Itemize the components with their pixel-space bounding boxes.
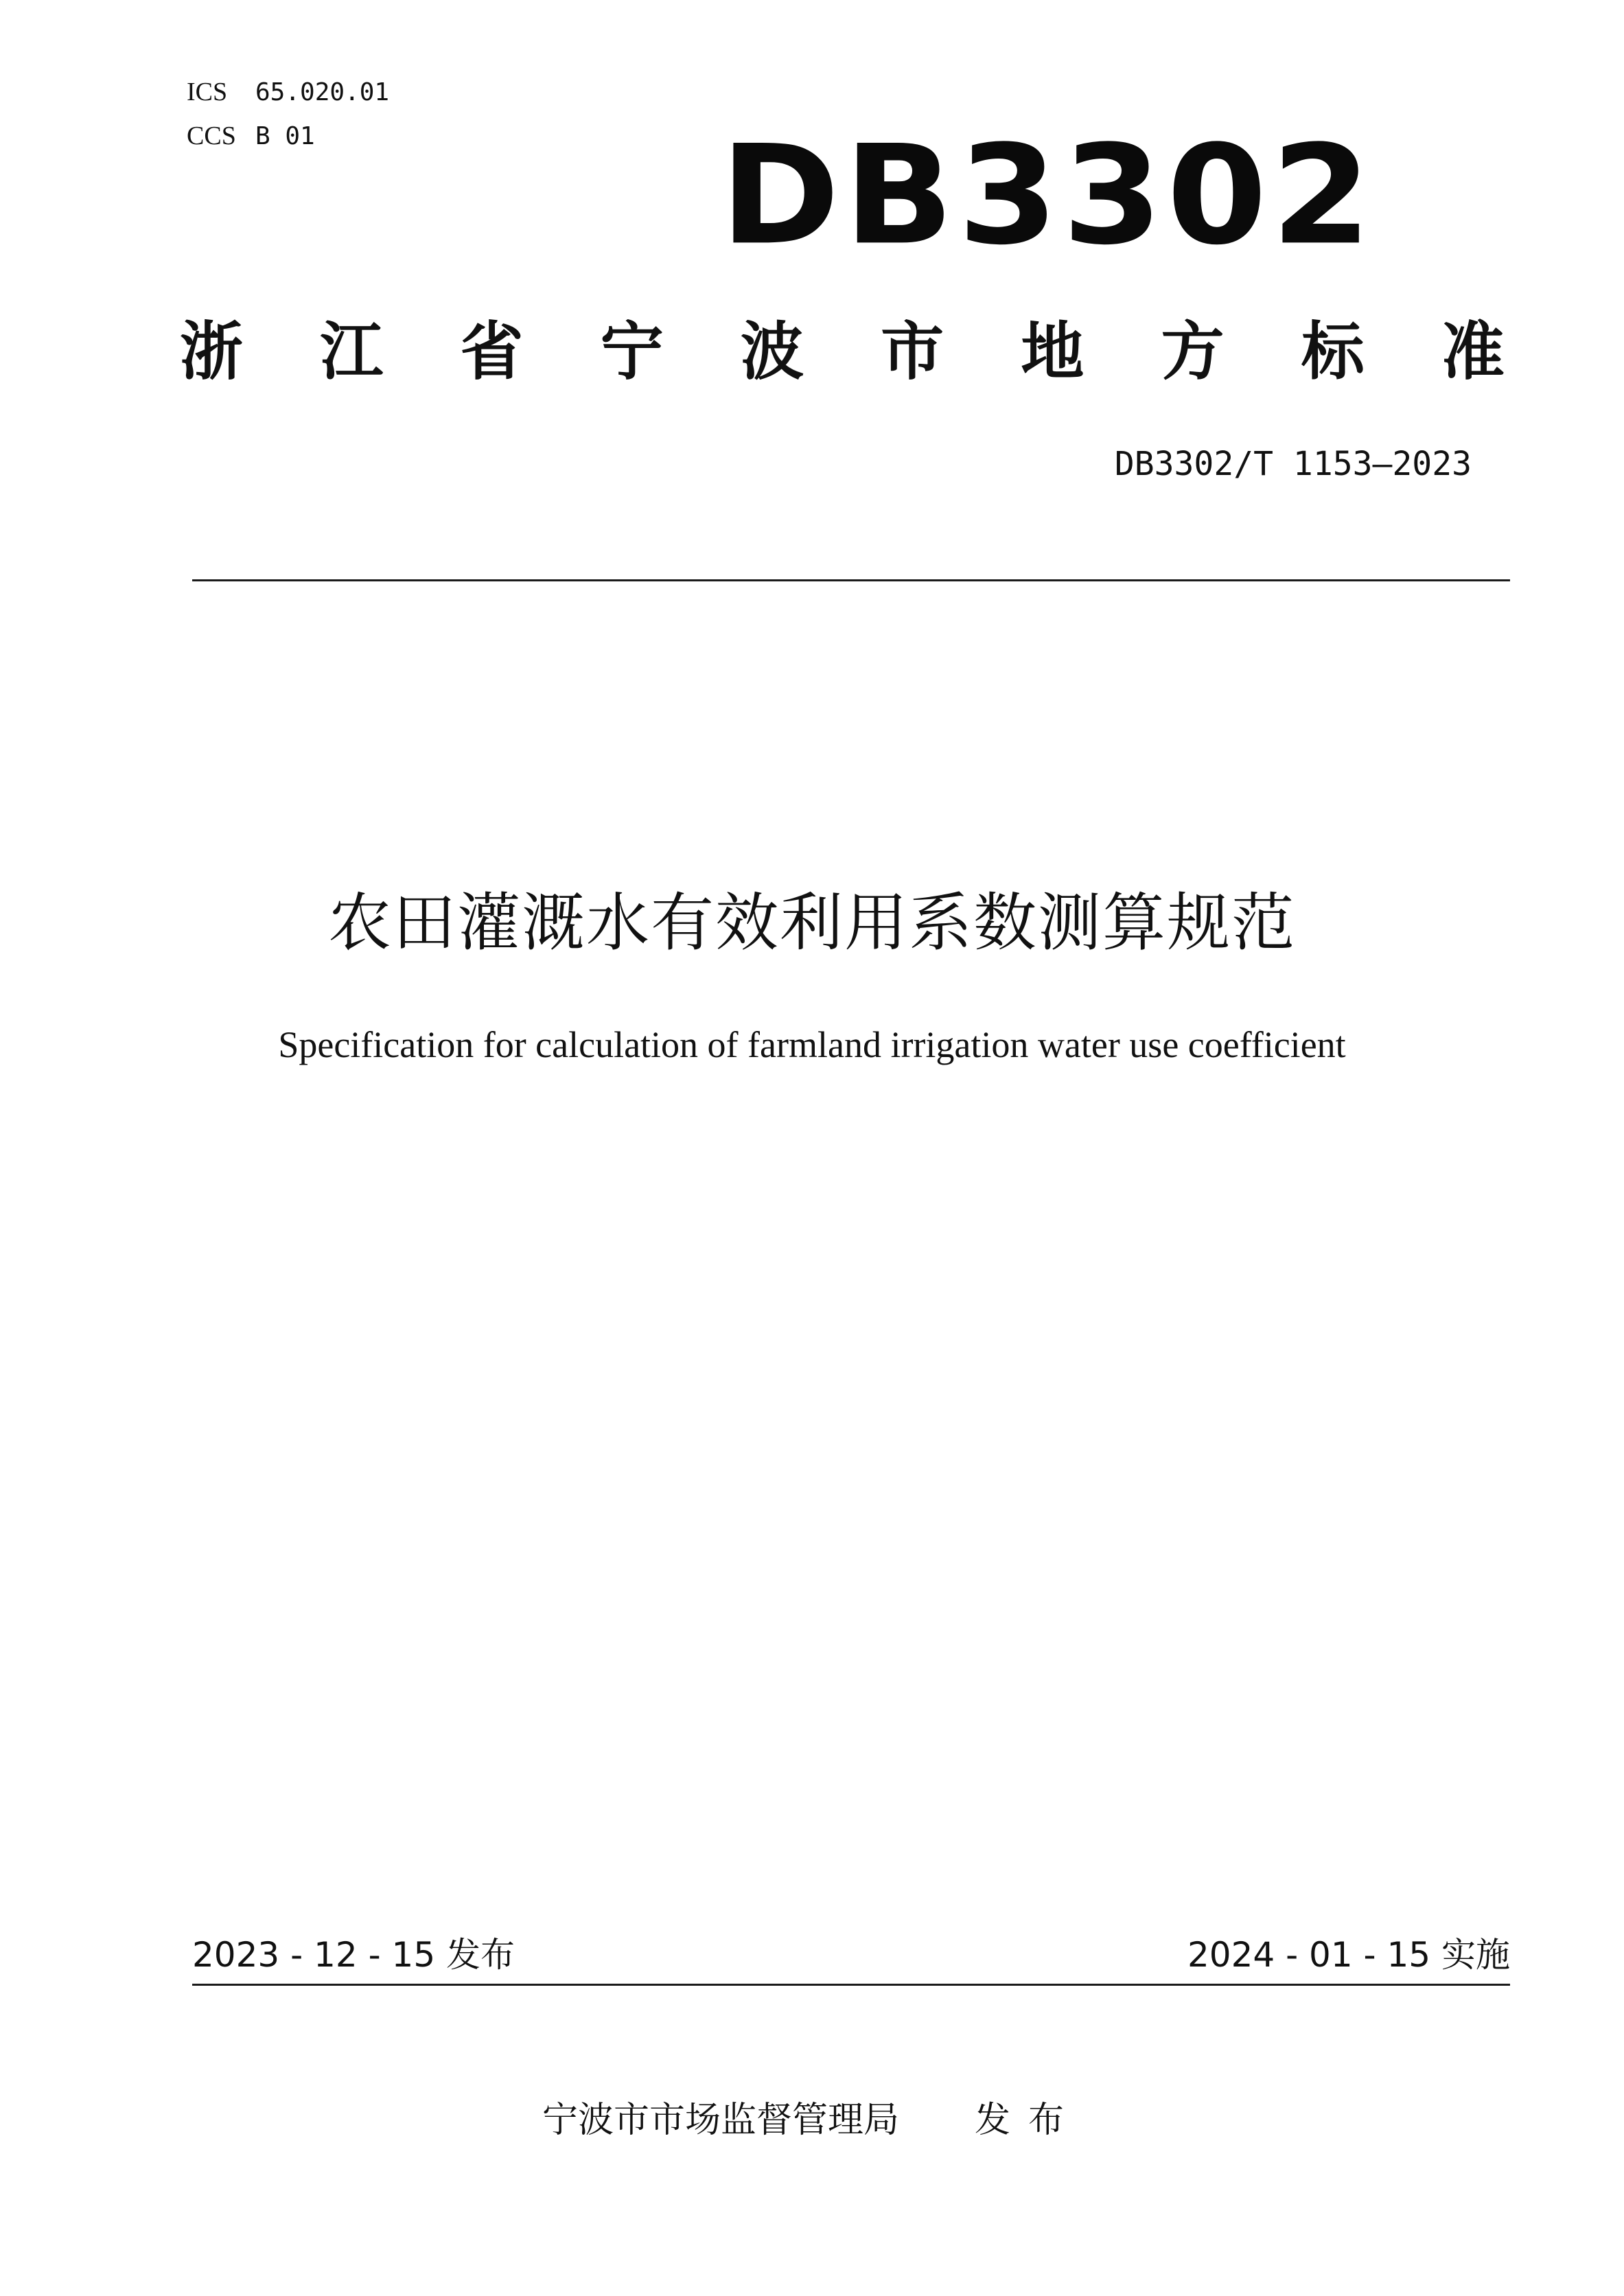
- bottom-divider: [192, 1984, 1510, 1986]
- ics-value: 65.020.01: [255, 78, 390, 106]
- level-char: 波: [740, 315, 804, 389]
- level-char: 省: [460, 315, 524, 389]
- implementation-date: 2024 - 01 - 15 实施: [1187, 1935, 1510, 1975]
- title-chinese: 农田灌溉水有效利用系数测算规范: [327, 886, 1296, 960]
- level-char: 浙: [180, 315, 244, 389]
- ics-label: ICS: [187, 78, 228, 106]
- ics-classification: [187, 77, 389, 108]
- issue-date: 2023 - 12 - 15 发布: [192, 1935, 515, 1975]
- standard-code-logo: DB3302: [720, 115, 1376, 275]
- standard-number: DB3302/T 1153—2023: [1114, 445, 1472, 483]
- level-char: 宁: [600, 315, 664, 389]
- level-char: 市: [881, 315, 944, 389]
- ccs-value: B 01: [255, 122, 315, 150]
- level-char: 地: [1021, 315, 1084, 389]
- issuer-action: 发布: [975, 2100, 1082, 2141]
- ccs-classification: [187, 121, 315, 152]
- title-english: Specification for calculation of farmland irrigation water use coefficient: [278, 1024, 1346, 1065]
- issuer-line: [0, 2099, 1624, 2142]
- top-divider: [192, 579, 1510, 581]
- level-char: 准: [1441, 315, 1505, 389]
- standard-level-heading: [180, 314, 1505, 390]
- ccs-label: CCS: [187, 121, 236, 150]
- level-char: 江: [320, 315, 384, 389]
- level-char: 标: [1301, 315, 1365, 389]
- issuer-name: 宁波市市场监督管理局: [542, 2100, 899, 2141]
- level-char: 方: [1161, 315, 1225, 389]
